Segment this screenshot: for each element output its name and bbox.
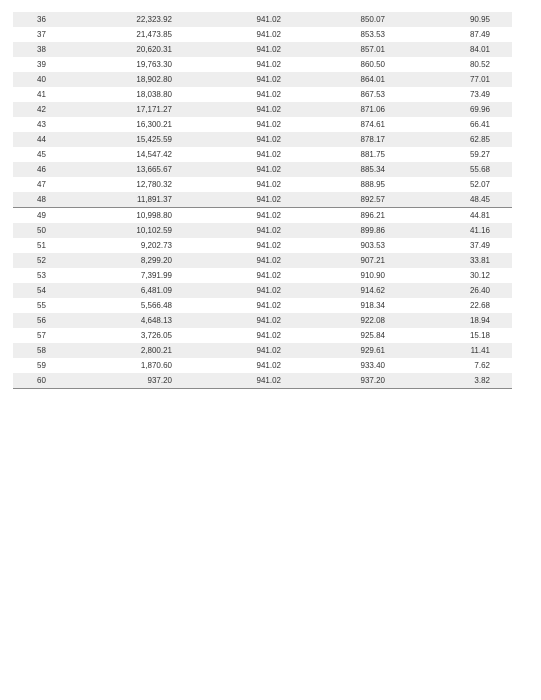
principal-amount: 922.08 <box>291 313 399 328</box>
principal-amount: 892.57 <box>291 192 399 208</box>
interest-amount: 15.18 <box>399 328 512 343</box>
payment-number: 55 <box>13 298 70 313</box>
beginning-balance: 17,171.27 <box>70 102 184 117</box>
payment-number: 42 <box>13 102 70 117</box>
payment-amount: 941.02 <box>184 117 291 132</box>
payment-number: 36 <box>13 12 70 27</box>
payment-amount: 941.02 <box>184 162 291 177</box>
interest-amount: 18.94 <box>399 313 512 328</box>
payment-amount: 941.02 <box>184 42 291 57</box>
payment-amount: 941.02 <box>184 72 291 87</box>
interest-amount: 84.01 <box>399 42 512 57</box>
interest-amount: 3.82 <box>399 373 512 389</box>
table-row <box>13 147 512 162</box>
table-row <box>13 192 512 208</box>
payment-amount: 941.02 <box>184 192 291 208</box>
payment-amount: 941.02 <box>184 102 291 117</box>
table-row <box>13 87 512 102</box>
table-row <box>13 328 512 343</box>
principal-amount: 925.84 <box>291 328 399 343</box>
table-row <box>13 208 512 224</box>
beginning-balance: 15,425.59 <box>70 132 184 147</box>
principal-amount: 907.21 <box>291 253 399 268</box>
payment-amount: 941.02 <box>184 57 291 72</box>
interest-amount: 30.12 <box>399 268 512 283</box>
payment-amount: 941.02 <box>184 268 291 283</box>
payment-amount: 941.02 <box>184 298 291 313</box>
beginning-balance: 16,300.21 <box>70 117 184 132</box>
beginning-balance: 937.20 <box>70 373 184 389</box>
payment-amount: 941.02 <box>184 223 291 238</box>
payment-amount: 941.02 <box>184 12 291 27</box>
payment-number: 48 <box>13 192 70 208</box>
table-row <box>13 12 512 27</box>
interest-amount: 11.41 <box>399 343 512 358</box>
table-row <box>13 268 512 283</box>
interest-amount: 41.16 <box>399 223 512 238</box>
interest-amount: 44.81 <box>399 208 512 224</box>
table-row <box>13 117 512 132</box>
beginning-balance: 22,323.92 <box>70 12 184 27</box>
beginning-balance: 19,763.30 <box>70 57 184 72</box>
interest-amount: 73.49 <box>399 87 512 102</box>
principal-amount: 878.17 <box>291 132 399 147</box>
table-row <box>13 102 512 117</box>
payment-number: 49 <box>13 208 70 224</box>
principal-amount: 857.01 <box>291 42 399 57</box>
beginning-balance: 7,391.99 <box>70 268 184 283</box>
table-row <box>13 373 512 389</box>
interest-amount: 33.81 <box>399 253 512 268</box>
amortization-table-body <box>13 12 512 389</box>
beginning-balance: 4,648.13 <box>70 313 184 328</box>
principal-amount: 860.50 <box>291 57 399 72</box>
beginning-balance: 1,870.60 <box>70 358 184 373</box>
payment-number: 39 <box>13 57 70 72</box>
beginning-balance: 10,102.59 <box>70 223 184 238</box>
table-row <box>13 27 512 42</box>
table-row <box>13 162 512 177</box>
payment-amount: 941.02 <box>184 283 291 298</box>
payment-number: 41 <box>13 87 70 102</box>
payment-amount: 941.02 <box>184 313 291 328</box>
beginning-balance: 9,202.73 <box>70 238 184 253</box>
interest-amount: 7.62 <box>399 358 512 373</box>
payment-number: 43 <box>13 117 70 132</box>
payment-number: 52 <box>13 253 70 268</box>
principal-amount: 853.53 <box>291 27 399 42</box>
payment-amount: 941.02 <box>184 87 291 102</box>
table-row <box>13 238 512 253</box>
payment-number: 57 <box>13 328 70 343</box>
payment-amount: 941.02 <box>184 373 291 389</box>
table-row <box>13 57 512 72</box>
principal-amount: 867.53 <box>291 87 399 102</box>
interest-amount: 52.07 <box>399 177 512 192</box>
payment-number: 46 <box>13 162 70 177</box>
payment-number: 58 <box>13 343 70 358</box>
principal-amount: 881.75 <box>291 147 399 162</box>
payment-amount: 941.02 <box>184 238 291 253</box>
interest-amount: 87.49 <box>399 27 512 42</box>
payment-amount: 941.02 <box>184 27 291 42</box>
interest-amount: 77.01 <box>399 72 512 87</box>
principal-amount: 910.90 <box>291 268 399 283</box>
principal-amount: 885.34 <box>291 162 399 177</box>
interest-amount: 37.49 <box>399 238 512 253</box>
payment-amount: 941.02 <box>184 132 291 147</box>
payment-number: 47 <box>13 177 70 192</box>
principal-amount: 937.20 <box>291 373 399 389</box>
amortization-table <box>13 12 512 389</box>
payment-number: 45 <box>13 147 70 162</box>
interest-amount: 66.41 <box>399 117 512 132</box>
payment-number: 44 <box>13 132 70 147</box>
principal-amount: 933.40 <box>291 358 399 373</box>
beginning-balance: 2,800.21 <box>70 343 184 358</box>
interest-amount: 26.40 <box>399 283 512 298</box>
payment-number: 54 <box>13 283 70 298</box>
table-row <box>13 177 512 192</box>
table-row <box>13 253 512 268</box>
payment-number: 59 <box>13 358 70 373</box>
principal-amount: 888.95 <box>291 177 399 192</box>
interest-amount: 90.95 <box>399 12 512 27</box>
payment-amount: 941.02 <box>184 358 291 373</box>
payment-number: 37 <box>13 27 70 42</box>
interest-amount: 62.85 <box>399 132 512 147</box>
principal-amount: 914.62 <box>291 283 399 298</box>
payment-number: 53 <box>13 268 70 283</box>
interest-amount: 22.68 <box>399 298 512 313</box>
principal-amount: 903.53 <box>291 238 399 253</box>
beginning-balance: 18,902.80 <box>70 72 184 87</box>
table-row <box>13 358 512 373</box>
beginning-balance: 5,566.48 <box>70 298 184 313</box>
payment-amount: 941.02 <box>184 253 291 268</box>
payment-number: 60 <box>13 373 70 389</box>
principal-amount: 864.01 <box>291 72 399 87</box>
table-row <box>13 313 512 328</box>
interest-amount: 48.45 <box>399 192 512 208</box>
payment-amount: 941.02 <box>184 177 291 192</box>
table-row <box>13 223 512 238</box>
payment-number: 50 <box>13 223 70 238</box>
table-row <box>13 343 512 358</box>
beginning-balance: 8,299.20 <box>70 253 184 268</box>
payment-amount: 941.02 <box>184 343 291 358</box>
interest-amount: 80.52 <box>399 57 512 72</box>
beginning-balance: 14,547.42 <box>70 147 184 162</box>
beginning-balance: 21,473.85 <box>70 27 184 42</box>
payment-number: 56 <box>13 313 70 328</box>
interest-amount: 69.96 <box>399 102 512 117</box>
beginning-balance: 11,891.37 <box>70 192 184 208</box>
principal-amount: 850.07 <box>291 12 399 27</box>
beginning-balance: 3,726.05 <box>70 328 184 343</box>
principal-amount: 871.06 <box>291 102 399 117</box>
principal-amount: 918.34 <box>291 298 399 313</box>
principal-amount: 896.21 <box>291 208 399 224</box>
table-row <box>13 72 512 87</box>
principal-amount: 899.86 <box>291 223 399 238</box>
table-row <box>13 298 512 313</box>
table-row <box>13 132 512 147</box>
beginning-balance: 10,998.80 <box>70 208 184 224</box>
interest-amount: 55.68 <box>399 162 512 177</box>
beginning-balance: 20,620.31 <box>70 42 184 57</box>
payment-number: 40 <box>13 72 70 87</box>
beginning-balance: 13,665.67 <box>70 162 184 177</box>
payment-number: 38 <box>13 42 70 57</box>
beginning-balance: 6,481.09 <box>70 283 184 298</box>
beginning-balance: 18,038.80 <box>70 87 184 102</box>
payment-amount: 941.02 <box>184 208 291 224</box>
table-row <box>13 283 512 298</box>
table-row <box>13 42 512 57</box>
payment-amount: 941.02 <box>184 328 291 343</box>
principal-amount: 874.61 <box>291 117 399 132</box>
payment-amount: 941.02 <box>184 147 291 162</box>
beginning-balance: 12,780.32 <box>70 177 184 192</box>
interest-amount: 59.27 <box>399 147 512 162</box>
payment-number: 51 <box>13 238 70 253</box>
principal-amount: 929.61 <box>291 343 399 358</box>
